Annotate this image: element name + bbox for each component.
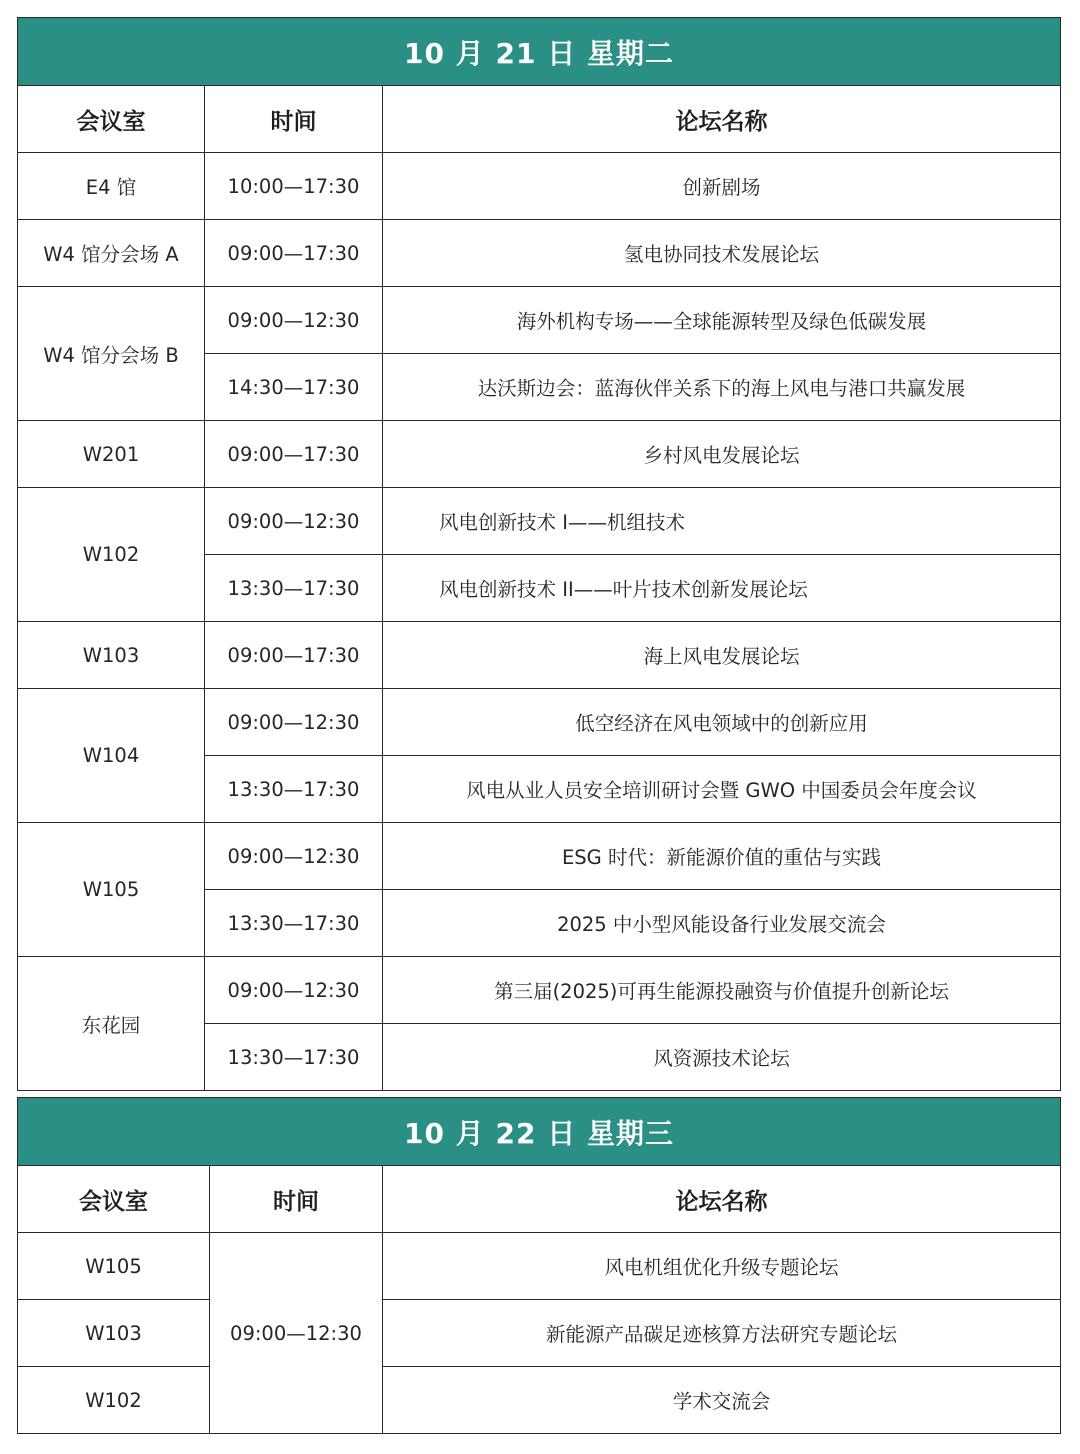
schedule-table-day2 xyxy=(17,1097,1061,1434)
time-cell: 13:30—17:30 xyxy=(205,890,383,957)
time-cell: 14:30—17:30 xyxy=(205,354,383,421)
room-cell: W4 馆分会场 B xyxy=(18,287,205,421)
time-cell: 09:00—12:30 xyxy=(205,823,383,890)
table-row xyxy=(18,153,1061,220)
header-room: 会议室 xyxy=(18,1166,210,1233)
table-row xyxy=(18,1300,1061,1367)
forum-cell: 2025 中小型风能设备行业发展交流会 xyxy=(383,890,1061,957)
forum-cell: 海上风电发展论坛 xyxy=(383,622,1061,689)
table-row xyxy=(18,1233,1061,1300)
table-row xyxy=(18,689,1061,756)
time-cell: 09:00—12:30 xyxy=(205,689,383,756)
table-row xyxy=(18,287,1061,354)
room-cell: W201 xyxy=(18,421,205,488)
time-cell: 13:30—17:30 xyxy=(205,756,383,823)
forum-cell: 第三届(2025)可再生能源投融资与价值提升创新论坛 xyxy=(383,957,1061,1024)
time-cell: 09:00—12:30 xyxy=(210,1233,383,1434)
time-cell: 13:30—17:30 xyxy=(205,1024,383,1091)
room-cell: W103 xyxy=(18,1300,210,1367)
forum-cell: 风资源技术论坛 xyxy=(383,1024,1061,1091)
time-cell: 09:00—17:30 xyxy=(205,220,383,287)
room-cell: W102 xyxy=(18,488,205,622)
forum-cell: 乡村风电发展论坛 xyxy=(383,421,1061,488)
time-cell: 09:00—17:30 xyxy=(205,622,383,689)
forum-cell: 海外机构专场——全球能源转型及绿色低碳发展 xyxy=(383,287,1061,354)
forum-cell: 风电从业人员安全培训研讨会暨 GWO 中国委员会年度会议 xyxy=(383,756,1061,823)
date-banner-day2: 10 月 22 日 星期三 xyxy=(18,1098,1061,1166)
header-time: 时间 xyxy=(210,1166,383,1233)
header-forum: 论坛名称 xyxy=(383,1166,1061,1233)
table-row xyxy=(18,957,1061,1024)
room-cell: W105 xyxy=(18,823,205,957)
table-row xyxy=(18,421,1061,488)
time-cell: 09:00—12:30 xyxy=(205,488,383,555)
forum-cell: ESG 时代：新能源价值的重估与实践 xyxy=(383,823,1061,890)
header-forum: 论坛名称 xyxy=(383,86,1061,153)
time-cell: 09:00—12:30 xyxy=(205,957,383,1024)
room-cell: W104 xyxy=(18,689,205,823)
forum-cell: 风电创新技术 II——叶片技术创新发展论坛 xyxy=(383,555,1061,622)
forum-cell: 风电机组优化升级专题论坛 xyxy=(383,1233,1061,1300)
table-row xyxy=(18,622,1061,689)
forum-cell: 达沃斯边会：蓝海伙伴关系下的海上风电与港口共赢发展 xyxy=(383,354,1061,421)
time-cell: 09:00—17:30 xyxy=(205,421,383,488)
table-row xyxy=(18,220,1061,287)
table-row xyxy=(18,823,1061,890)
header-time: 时间 xyxy=(205,86,383,153)
time-cell: 13:30—17:30 xyxy=(205,555,383,622)
header-room: 会议室 xyxy=(18,86,205,153)
forum-cell: 创新剧场 xyxy=(383,153,1061,220)
room-cell: W103 xyxy=(18,622,205,689)
forum-cell: 风电创新技术 I——机组技术 xyxy=(383,488,1061,555)
room-cell: W105 xyxy=(18,1233,210,1300)
time-cell: 10:00—17:30 xyxy=(205,153,383,220)
room-cell: E4 馆 xyxy=(18,153,205,220)
time-cell: 09:00—12:30 xyxy=(205,287,383,354)
forum-cell: 新能源产品碳足迹核算方法研究专题论坛 xyxy=(383,1300,1061,1367)
forum-cell: 氢电协同技术发展论坛 xyxy=(383,220,1061,287)
table-row xyxy=(18,1367,1061,1434)
schedule-table-day1 xyxy=(17,17,1061,1091)
forum-cell: 低空经济在风电领域中的创新应用 xyxy=(383,689,1061,756)
room-cell: W102 xyxy=(18,1367,210,1434)
room-cell: W4 馆分会场 A xyxy=(18,220,205,287)
room-cell: 东花园 xyxy=(18,957,205,1091)
table-row xyxy=(18,488,1061,555)
date-banner-day1: 10 月 21 日 星期二 xyxy=(18,18,1061,86)
forum-cell: 学术交流会 xyxy=(383,1367,1061,1434)
